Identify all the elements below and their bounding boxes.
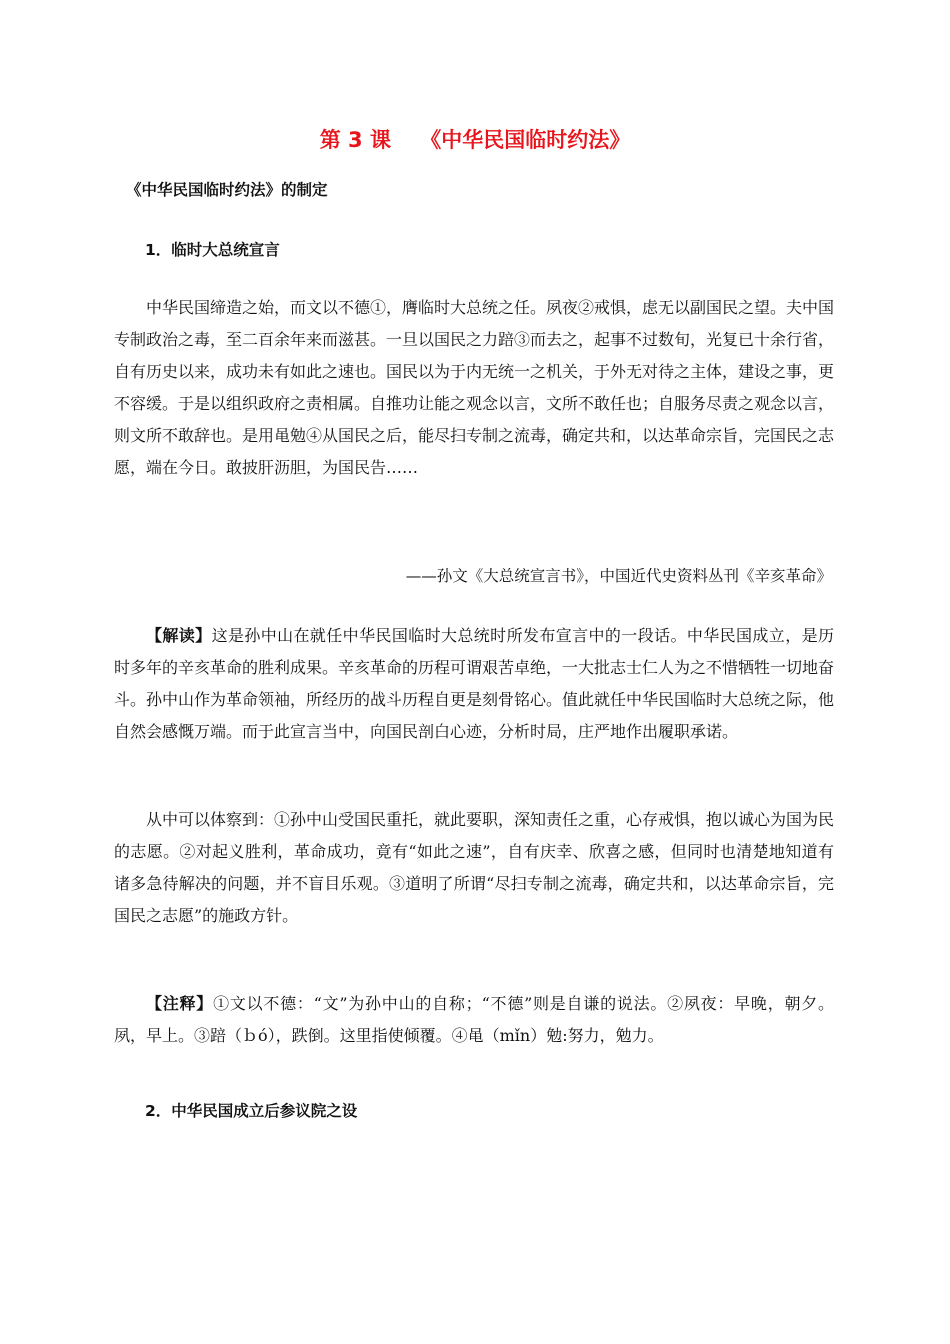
notes-paragraph bbox=[114, 988, 834, 1052]
insight-paragraph: 从中可以体察到：①孙中山受国民重托，就此要职，深知责任之重，心存戒惧，抱以诚心为国为民的志愿。②对起义胜利，革命成功，竟有“如此之速”，自有庆幸、欣喜之感，但同时也清楚地知道有诸多急待解决的问题，并不盲目乐观。③道明了所谓“尽扫专制之流毒，确定共和，以达革命宗旨，完国民之志愿”的施政方针。 bbox=[114, 810, 835, 925]
section-heading: 《中华民国临时约法》的制定 bbox=[126, 181, 328, 199]
quote-source: ——孙文《大总统宣言书》，中国近代史资料丛刊《辛亥革命》 bbox=[405, 567, 832, 585]
lesson-title: 第 3 课 《中华民国临时约法》 bbox=[319, 128, 631, 152]
notes-tag: 【注释】 bbox=[146, 994, 214, 1013]
interpretation-text: 这是孙中山在就任中华民国临时大总统时所发布宣言中的一段话。中华民国成立，是历时多年的辛亥革命的胜利成果。辛亥革命的历程可谓艰苦卓绝，一大批志士仁人为之不惜牺牲一切地奋斗。孙中山作为革命领袖，所经历的战斗历程自更是刻骨铭心。值此就任中华民国临时大总统之际，他自然会感慨万端。而于此宣言当中，向国民剖白心迹，分析时局，庄严地作出履职承诺。 bbox=[114, 626, 835, 741]
interpretation-paragraph bbox=[114, 620, 834, 748]
subheading-presidential-declaration: 1．临时大总统宣言 bbox=[145, 241, 280, 259]
interpretation-tag: 【解读】 bbox=[146, 626, 212, 645]
subheading-senate: 2．中华民国成立后参议院之设 bbox=[145, 1102, 358, 1120]
notes-text: ①文以不德：“文”为孙中山的自称；“不德”则是自谦的说法。②夙夜：早晚，朝夕。夙，早上。③踣（ｂó），跌倒。这里指使倾覆。④黾（mǐn）勉:努力，勉力。 bbox=[114, 994, 834, 1045]
quote-paragraph: 中华民国缔造之始，而文以不德①，膺临时大总统之任。夙夜②戒惧，虑无以副国民之望。夫中国专制政治之毒，至二百余年来而滋甚。一旦以国民之力踣③而去之，起事不过数旬，光复已十余行省，自有历史以来，成功未有如此之速也。国民以为于内无统一之机关，于外无对待之主体，建设之事，更不容缓。于是以组织政府之责相属。自推功让能之观念以言，文所不敢任也；自服务尽责之观念以言，则文所不敢辞也。是用黾勉④从国民之后，能尽扫专制之流毒，确定共和，以达革命宗旨，完国民之志愿，端在今日。敢披肝沥胆，为国民告…… bbox=[114, 298, 835, 477]
